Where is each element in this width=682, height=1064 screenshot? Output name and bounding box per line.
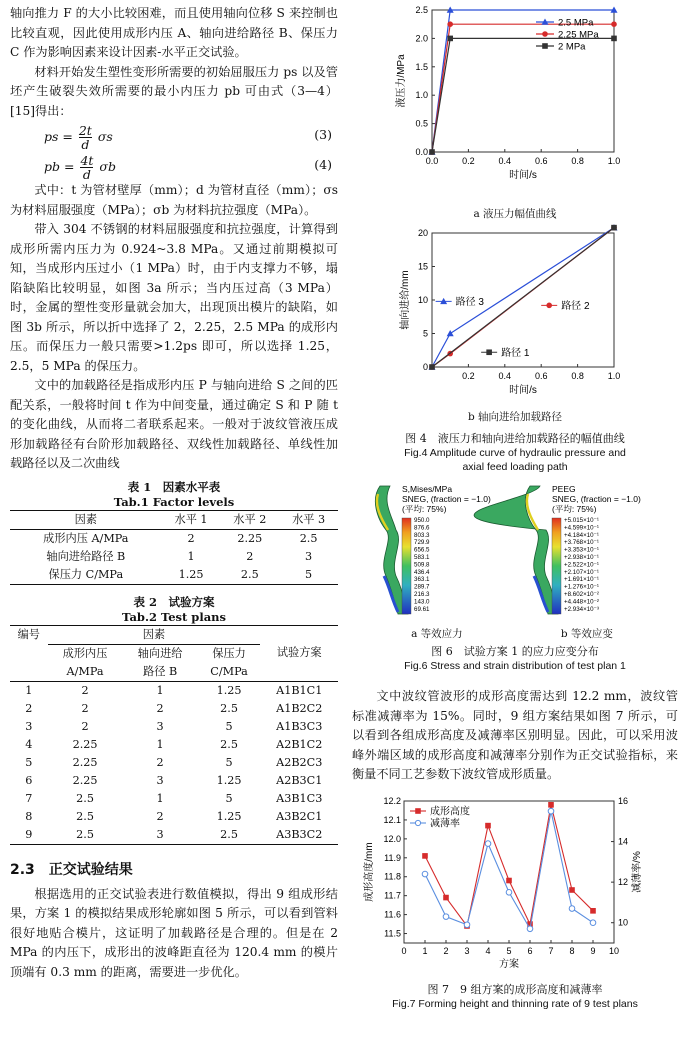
legend-marker — [542, 43, 548, 49]
formula-4-denominator: d — [82, 167, 91, 182]
x-tick-label: 0.4 — [498, 371, 512, 381]
strain-legend-avg: (平均: 75%) — [552, 504, 597, 514]
table-1 — [10, 510, 338, 585]
annotation-marker — [486, 349, 492, 355]
table-2-header-a2: A/MPa — [66, 664, 104, 678]
table-cell: A1B1C1 — [276, 683, 323, 697]
table-cell: 3 — [305, 549, 313, 563]
x-axis-label: 时间/s — [509, 170, 537, 181]
strain-legend-tick: +4.184×10⁻¹ — [564, 531, 599, 539]
stress-legend-tick: 143.0 — [414, 598, 430, 606]
table-cell: 1.25 — [216, 773, 242, 787]
legend-label: 2 MPa — [558, 41, 586, 53]
data-point — [569, 905, 575, 911]
data-point — [611, 36, 617, 42]
stress-legend-tick: 436.4 — [414, 568, 430, 576]
table-cell: 1 — [156, 791, 164, 805]
figure-4-caption-en-1: Fig.4 Amplitude curve of hydraulic pressure and — [404, 447, 626, 459]
x-tick-label: 3 — [464, 945, 470, 956]
stress-legend-tick: 803.3 — [414, 531, 430, 539]
table-2-body — [10, 681, 338, 844]
y-tick-label: 11.7 — [384, 890, 401, 901]
y-tick-label: 20 — [417, 228, 428, 238]
stress-legend-tick: 69.61 — [414, 605, 430, 613]
table-cell: 5 — [225, 755, 233, 769]
table-cell: 1 — [156, 683, 164, 697]
figure-4a-subcaption: a 液压力幅值曲线 — [473, 208, 557, 220]
table-cell: A2B3C1 — [276, 773, 323, 787]
table-cell: 9 — [25, 827, 33, 841]
formula-4 — [10, 151, 338, 181]
table-cell: 3 — [25, 719, 33, 733]
table-cell: 1 — [25, 683, 33, 697]
stress-legend-tick: 509.8 — [414, 561, 430, 569]
table-2-header-row — [10, 625, 338, 644]
y-tick-label: 12.2 — [383, 795, 401, 806]
x-tick-label: 0.8 — [571, 156, 584, 166]
formula-3-numerator: 2t — [78, 123, 92, 138]
legend-label: 减薄率 — [430, 818, 460, 829]
table-cell: 2.25 — [72, 773, 98, 787]
table-2-caption-en: Tab.2 Test plans — [122, 609, 226, 624]
x-tick-label: 0.8 — [571, 371, 584, 381]
table-cell: 1.25 — [178, 567, 204, 581]
table-1-caption-cn: 表 1 因素水平表 — [127, 479, 221, 494]
table-cell: 2.25 — [72, 755, 98, 769]
data-point — [429, 364, 435, 370]
table-row — [10, 718, 338, 736]
table-cell: 2 — [81, 701, 89, 715]
x-tick-label: 2 — [443, 945, 449, 956]
x-tick-label: 1.0 — [607, 156, 621, 166]
figure-6-caption — [352, 645, 678, 673]
table-cell: 1.25 — [216, 683, 242, 697]
table-1-header: 水平 2 — [233, 512, 267, 526]
paragraph-5: 文中的加载路径是指成形内压 P 与轴向进给 S 之间的匹配关系，一般将时间 t 作为中间变量，通过确定 S 和 P 随 t 的变化曲线，从而将二者联系起来。一般对于波纹管液压成形加载路径有台阶形加载路径、双线性加载路径、单线性加载路径以及二次曲线 — [10, 378, 338, 470]
data-point — [611, 21, 617, 27]
y-tick-label: 12.1 — [383, 814, 401, 825]
table-cell: 2.5 — [299, 531, 318, 545]
strain-legend-title: PEEG — [552, 484, 576, 494]
x-tick-label: 10 — [608, 945, 620, 956]
table-cell: A1B3C3 — [276, 719, 323, 733]
table-row — [10, 736, 338, 754]
legend-label: 成形高度 — [430, 806, 470, 817]
x-tick-label: 7 — [548, 945, 554, 956]
paragraph-4: 带入 304 不锈钢的材料屈服强度和抗拉强度，计算得到成形所需内压力为 0.924~3.8 MPa。又通过前期模拟可知，当成形内压过小（1 MPa）时，由于内支撑力不够，塌陷缺陷比较明显，如图 3a 所示；当内压过高（3 MPa）时，金属的塑性变形量就会加大，出现顶出模片的缺陷，如图 3b 所示，所以折中选择了 2，2.25，2.5 MPa 的成形内压。而保压力一般只需要>1.2ps 即可，所以选择 1.25，2.5，5 MPa 的保压力。 — [10, 222, 338, 373]
table-row — [10, 826, 338, 845]
table-1-block — [10, 480, 338, 585]
annotation-marker — [546, 303, 552, 309]
figure-6-caption-cn: 图 6 试验方案 1 的应力应变分布 — [431, 645, 599, 658]
table-2-header-c2: C/MPa — [210, 664, 248, 678]
y-tick-label: 5 — [422, 328, 428, 339]
y-tick-label: 11.5 — [384, 928, 401, 939]
data-point — [548, 801, 554, 807]
data-point — [506, 877, 512, 883]
data-point — [548, 808, 554, 814]
y-tick-label: 10 — [417, 295, 428, 305]
y-right-tick-label: 12 — [618, 876, 629, 887]
table-cell: 1 — [187, 549, 195, 563]
strain-legend-tick: +3.353×10⁻¹ — [564, 546, 599, 554]
strain-legend-tick: +1.691×10⁻¹ — [564, 576, 599, 584]
table-cell: 1 — [156, 737, 164, 751]
table-cell: 8 — [25, 809, 33, 823]
x-axis-label: 时间/s — [509, 385, 537, 396]
table-row — [10, 754, 338, 772]
table-row — [10, 529, 338, 548]
table-row — [10, 700, 338, 718]
table-1-caption-en: Tab.1 Factor levels — [113, 494, 235, 509]
formula-4-numerator: 4t — [80, 153, 94, 168]
annotation-label: 路径 3 — [455, 296, 484, 308]
y-tick-label: 11.6 — [384, 909, 401, 920]
annotation-label: 路径 1 — [501, 347, 530, 359]
x-tick-label: 0.0 — [425, 156, 439, 166]
data-point — [429, 149, 435, 155]
y-tick-label: 0.5 — [415, 118, 428, 129]
formula-4-rhs: σb — [99, 159, 116, 174]
y-tick-label: 12.0 — [383, 833, 401, 844]
formula-3-lhs: ps = — [44, 129, 73, 144]
table-cell: A1B2C2 — [276, 701, 323, 715]
data-point — [611, 225, 617, 231]
table-cell: 4 — [25, 737, 33, 751]
stress-legend-tick: 729.9 — [414, 539, 430, 547]
strain-legend-tick: +3.768×10⁻¹ — [564, 539, 599, 547]
y-tick-label: 1.5 — [415, 61, 428, 72]
table-1-header: 因素 — [74, 512, 98, 526]
table-2-header-factor: 因素 — [48, 625, 261, 644]
figure-4b-chart — [352, 221, 678, 411]
table-2-header-b1: 轴向进给 — [137, 646, 183, 660]
table-2-header-no: 编号 — [17, 627, 40, 641]
x-tick-label: 0.6 — [534, 371, 548, 381]
table-cell: 2 — [156, 809, 164, 823]
strain-legend-tick: +1.276×10⁻¹ — [564, 583, 599, 591]
tube-contour — [474, 486, 558, 614]
formula-4-lhs: pb = — [44, 159, 75, 174]
table-cell: 5 — [305, 567, 313, 581]
data-point — [485, 840, 491, 846]
strain-legend-tick: +4.599×10⁻¹ — [564, 524, 599, 532]
table-row — [10, 790, 338, 808]
data-point — [443, 913, 449, 919]
stress-legend-colorbar — [402, 518, 411, 614]
paragraph-3: 式中：t 为管材壁厚（mm）；d 为管材直径（mm）；σs 为材料屈服强度（MPa）；σb 为材料抗拉强度（MPa）。 — [10, 183, 338, 217]
figure-6-subcaptions — [362, 626, 662, 641]
y-tick-label: 1.0 — [415, 90, 428, 101]
table-cell: 2 — [187, 531, 195, 545]
table-cell: 5 — [225, 719, 233, 733]
figure-4-caption — [352, 432, 678, 474]
stress-legend-title: S,Mises/MPa — [402, 484, 453, 494]
annotation-label: 路径 2 — [561, 300, 590, 312]
y-tick-label: 2.5 — [415, 5, 428, 15]
strain-legend-tick: +2.107×10⁻¹ — [564, 568, 599, 576]
figure-7-caption-cn: 图 7 9 组方案的成形高度和减薄率 — [427, 982, 603, 996]
table-cell: A3B3C2 — [276, 827, 323, 841]
table-cell: 2 — [25, 701, 33, 715]
data-point — [447, 36, 453, 42]
y-tick-label: 11.8 — [384, 871, 401, 882]
stress-legend-avg: (平均: 75%) — [402, 504, 447, 514]
table-cell: A3B2C1 — [276, 809, 323, 823]
strain-legend-tick: +2.938×10⁻¹ — [564, 554, 599, 561]
legend-marker — [542, 31, 548, 37]
table-row — [10, 681, 338, 700]
figure-6-subcaption-a: a 等效应力 — [411, 628, 463, 640]
y-right-tick-label: 14 — [618, 836, 629, 847]
table-cell: 2 — [81, 683, 89, 697]
paragraph-7: 文中波纹管波形的成形高度需达到 12.2 mm，波纹管标准减薄率为 15%。同时，9 组方案结果如图 7 所示，可以看到各组成形高度及减薄率区别明显。因此，可以采用波峰外端区域的成形高度和减薄率分别作为正交试验指标，来衡量不同工艺参数下波纹管成形质量。 — [352, 689, 678, 781]
x-tick-label: 0.6 — [534, 156, 548, 166]
strain-legend-tick: +8.602×10⁻² — [564, 591, 599, 598]
table-cell: 6 — [25, 773, 33, 787]
y-right-tick-label: 10 — [618, 917, 629, 928]
y-tick-label: 15 — [417, 261, 428, 272]
table-cell: 2.5 — [76, 791, 94, 805]
data-point — [485, 822, 491, 828]
stress-legend-tick: 216.3 — [414, 591, 430, 598]
table-cell: 2 — [81, 719, 89, 733]
data-point — [506, 889, 512, 895]
table-cell: 2 — [246, 549, 254, 563]
figure-4a-chart — [352, 0, 678, 210]
series-line — [432, 38, 614, 152]
y-tick-label: 11.9 — [384, 852, 401, 863]
table-row — [10, 808, 338, 826]
table-cell: 成形内压 A/MPa — [43, 531, 129, 545]
x-tick-label: 1.0 — [607, 371, 621, 381]
data-point — [569, 887, 575, 893]
formula-3-denominator: d — [81, 137, 90, 152]
stress-legend-tick: 289.7 — [414, 583, 430, 591]
formula-4-label: (4) — [314, 157, 332, 172]
table-cell: 5 — [225, 791, 233, 805]
figure-7-caption-en: Fig.7 Forming height and thinning rate of 9 test plans — [392, 997, 638, 1010]
data-point — [422, 871, 428, 877]
table-cell: A3B1C3 — [276, 791, 323, 805]
table-cell: A2B1C2 — [276, 737, 323, 751]
x-tick-label: 5 — [506, 945, 512, 956]
x-tick-label: 0.2 — [462, 371, 475, 381]
paragraph-2: 材料开始发生塑性变形所需要的初始屈服压力 ps 以及管坯产生破裂失效所需要的最小内压力 pb 可由式（3—4）[15]得出： — [10, 64, 338, 118]
strain-legend-tick: +5.015×10⁻¹ — [564, 517, 599, 524]
x-tick-label: 9 — [590, 945, 596, 956]
stress-legend-tick: 950.0 — [414, 517, 430, 524]
x-tick-label: 1 — [422, 945, 428, 956]
stress-legend-tick: 583.1 — [414, 554, 430, 561]
x-tick-label: 6 — [527, 945, 533, 956]
paragraph-6: 根据选用的正交试验表进行数值模拟，得出 9 组成形结果，方案 1 的模拟结果成形轮廓如图 5 所示，可以看到管料很好地贴合模片，这证明了加载路径是合理的。但是在 2 MPa 的内压下，成形出的波峰距直径为 120.4 mm 的模片顶端有 0.3 mm 的距离，需要进一步优化。 — [10, 886, 338, 979]
data-point — [447, 330, 454, 336]
stress-legend-tick: 656.5 — [414, 546, 430, 554]
table-cell: 2.5 — [220, 701, 238, 715]
paragraph-1: 轴向推力 F 的大小比较困难，而且使用轴向位移 S 来控制也比较直观，因此使用成形内压 A、轴向进给路径 B、保压力 C 作为影响因素来设计因素-水平正交试验。 — [10, 6, 338, 59]
legend-marker — [415, 808, 421, 814]
stress-legend-tick: 363.1 — [414, 576, 430, 584]
right-column — [352, 0, 678, 1011]
table-row — [10, 548, 338, 566]
figure-6-contour — [352, 480, 678, 622]
x-tick-label: 0 — [401, 945, 407, 956]
table-2-header-b2: 路径 B — [143, 664, 178, 678]
data-point — [443, 894, 449, 900]
y-tick-label: 2.0 — [415, 33, 428, 44]
legend-marker — [415, 820, 420, 825]
figure-6-subcaption-b: b 等效应变 — [560, 628, 613, 640]
strain-legend-colorbar — [552, 518, 561, 614]
table-cell: 2.5 — [76, 827, 94, 841]
table-cell: 3 — [156, 719, 164, 733]
table-cell: 2.5 — [240, 567, 259, 581]
data-point — [422, 853, 428, 859]
table-cell: 2.5 — [220, 827, 238, 841]
figure-6-caption-en: Fig.6 Stress and strain distribution of test plan 1 — [404, 660, 626, 672]
y-right-axis-label: 减薄率/% — [632, 850, 643, 893]
formula-3-rhs: σs — [97, 129, 113, 144]
table-cell: 2.25 — [237, 531, 263, 545]
table-2-block — [10, 595, 338, 845]
y-tick-label: 0.0 — [415, 147, 428, 157]
table-cell: A2B2C3 — [276, 755, 323, 769]
table-row — [10, 772, 338, 790]
formula-3-label: (3) — [314, 127, 332, 142]
legend-label: 2.25 MPa — [558, 29, 599, 41]
table-1-header: 水平 1 — [174, 512, 208, 526]
x-tick-label: 4 — [485, 945, 491, 956]
table-cell: 保压力 C/MPa — [48, 567, 124, 581]
left-column — [10, 4, 338, 982]
stress-legend-sneg: SNEG, (fraction = −1.0) — [402, 494, 491, 504]
y-axis-label: 轴向进给/mm — [400, 270, 411, 330]
figure-7-caption — [352, 983, 678, 1011]
data-point — [590, 908, 596, 914]
table-cell: 2.5 — [76, 809, 94, 823]
table-1-header-row — [10, 510, 338, 529]
figure-4-caption-en-2: axial feed loading path — [462, 461, 568, 473]
x-tick-label: 0.4 — [498, 156, 512, 166]
table-2-header-a1: 成形内压 — [62, 646, 108, 660]
figure-7-chart — [352, 793, 678, 979]
x-tick-label: 0.2 — [462, 156, 475, 166]
figure-4b-subcaption: b 轴向进给加载路径 — [467, 411, 563, 423]
figure-4-caption-cn: 图 4 液压力和轴向进给加载路径的幅值曲线 — [405, 432, 625, 445]
table-2-caption-cn: 表 2 试验方案 — [133, 594, 215, 609]
series-line — [432, 24, 614, 152]
table-cell: 2 — [156, 755, 164, 769]
section-title: 2.3 正交试验结果 — [10, 861, 133, 878]
table-cell: 7 — [25, 791, 33, 805]
table-2-header-c1: 保压力 — [212, 646, 246, 660]
table-2 — [10, 625, 338, 845]
table-cell: 1.25 — [216, 809, 242, 823]
data-point — [590, 919, 596, 925]
strain-legend-tick: +2.522×10⁻¹ — [564, 561, 599, 569]
strain-legend-sneg: SNEG, (fraction = −1.0) — [552, 494, 641, 504]
table-cell: 轴向进给路径 B — [46, 549, 126, 563]
formula-3 — [10, 121, 338, 151]
strain-legend-tick: +2.934×10⁻³ — [564, 605, 599, 613]
strain-legend-tick: +4.448×10⁻² — [564, 598, 599, 606]
x-tick-label: 8 — [569, 945, 575, 956]
data-point — [464, 921, 470, 927]
table-cell: 2.5 — [220, 737, 238, 751]
table-cell: 5 — [25, 755, 33, 769]
table-cell: 2 — [156, 701, 164, 715]
y-axis-label: 液压力/MPa — [396, 54, 407, 108]
table-cell: 3 — [156, 827, 164, 841]
x-axis-label: 方案 — [499, 958, 519, 970]
stress-legend-tick: 876.6 — [414, 524, 430, 532]
y-axis-label: 成形高度/mm — [364, 841, 375, 902]
table-2-header-plan: 试验方案 — [276, 646, 322, 659]
table-cell: 2.25 — [72, 737, 98, 751]
data-point — [447, 21, 453, 27]
table-cell: 3 — [156, 773, 164, 787]
table-row — [10, 566, 338, 585]
table-1-header: 水平 3 — [292, 512, 326, 526]
y-tick-label: 0 — [422, 362, 428, 372]
data-point — [527, 926, 533, 932]
y-right-tick-label: 16 — [618, 795, 629, 806]
legend-label: 2.5 MPa — [558, 17, 594, 29]
